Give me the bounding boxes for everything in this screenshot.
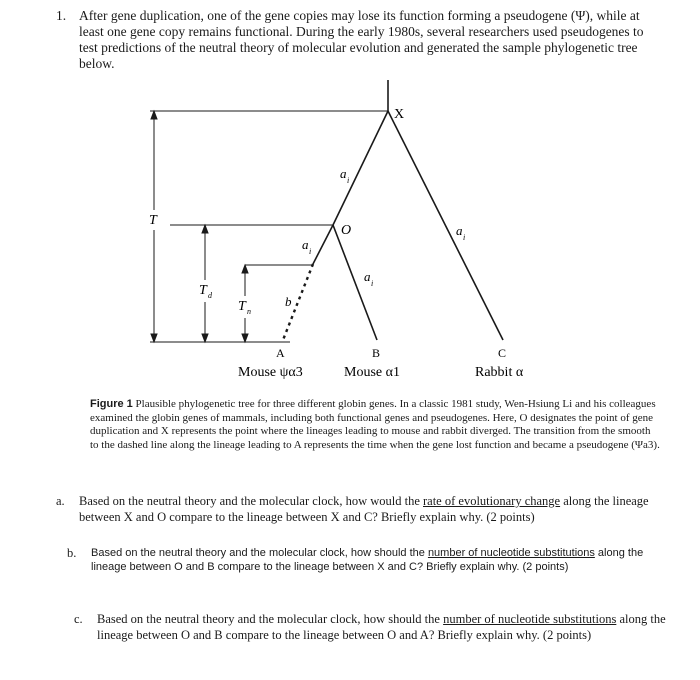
rate-label-oa: a — [302, 237, 309, 252]
question-text: After gene duplication, one of the gene copies may lose its function forming a pseudogene (Ψ), while at least one gene copy remains functional. During the early 1980s, several researchers used pseudogenes to test predictions of the neutral theory of molecular evolution and generated the sample phylogenetic tree below. — [79, 8, 644, 71]
rate-sub-ob: i — [371, 279, 374, 288]
leaf-b-label: B — [372, 346, 381, 360]
leaf-b-name: Mouse α1 — [344, 365, 400, 380]
rate-label-xo: a — [340, 166, 347, 181]
subquestion-c-text: Based on the neutral theory and the molecular clock, how should the number of nucleotide substitutions along the lineage between O and B compare to the lineage between O and A? Briefly explain why. (2 points) — [97, 612, 666, 642]
td-sub: d — [208, 291, 212, 300]
rate-label-b: b — [285, 294, 292, 309]
subquestion-b-text: Based on the neutral theory and the molecular clock, how should the number of nucleotide substitutions along the lineage between O and B compare to the lineage between X and C? Briefly explain why. (2 points) — [91, 547, 644, 573]
subquestion-b-label: b. — [67, 546, 77, 560]
node-o-label: O — [341, 223, 352, 238]
leaf-c-label: C — [498, 346, 507, 360]
rate-sub-xo: i — [347, 176, 350, 185]
figure-caption-label: Figure 1 — [90, 398, 133, 410]
question-number: 1. — [56, 8, 67, 23]
rate-sub-xc: i — [463, 233, 466, 242]
leaf-c-name: Rabbit α — [475, 365, 524, 380]
branch-o-a-functional — [313, 225, 333, 264]
tn-label: T — [238, 299, 246, 314]
figure-caption — [90, 398, 660, 452]
subquestion-c-label: c. — [74, 612, 83, 626]
leaf-a-name: Mouse ψα3 — [238, 365, 303, 380]
node-x-label: X — [394, 107, 405, 122]
tn-sub: n — [247, 307, 251, 316]
t-label: T — [149, 213, 157, 228]
subquestion-a-label: a. — [56, 494, 65, 508]
rate-label-ob: a — [364, 269, 371, 284]
td-label: T — [199, 283, 207, 298]
subquestion-a-text: Based on the neutral theory and the molecular clock, how would the rate of evolutionary change along the lineage between X and O compare to the lineage between X and C? Briefly explain why. (2 points) — [79, 494, 649, 524]
subquestion-a-underlined: rate of evolutionary change — [423, 494, 561, 508]
rate-label-xc: a — [456, 223, 463, 238]
leaf-a-label: A — [276, 346, 285, 360]
subquestion-b-underlined: number of nucleotide substitutions — [427, 547, 595, 559]
rate-sub-oa: i — [309, 247, 312, 256]
branch-x-c — [388, 111, 503, 340]
subquestion-c-underlined: number of nucleotide substitutions — [443, 612, 617, 626]
figure-caption-text: Plausible phylogenetic tree for three different globin genes. In a classic 1981 study, Wen-Hsiung Li and his colleagues examined the globin genes of mammals, including both functional genes and pseudogenes. Here, O designates the point of gene duplication and X represents the point where the lineages leading to mouse and rabbit diverged. The transition from the smooth to the dashed line along the lineage leading to A represents the time when the gene lost function and became a pseudogene (Ψa3). — [90, 398, 660, 451]
